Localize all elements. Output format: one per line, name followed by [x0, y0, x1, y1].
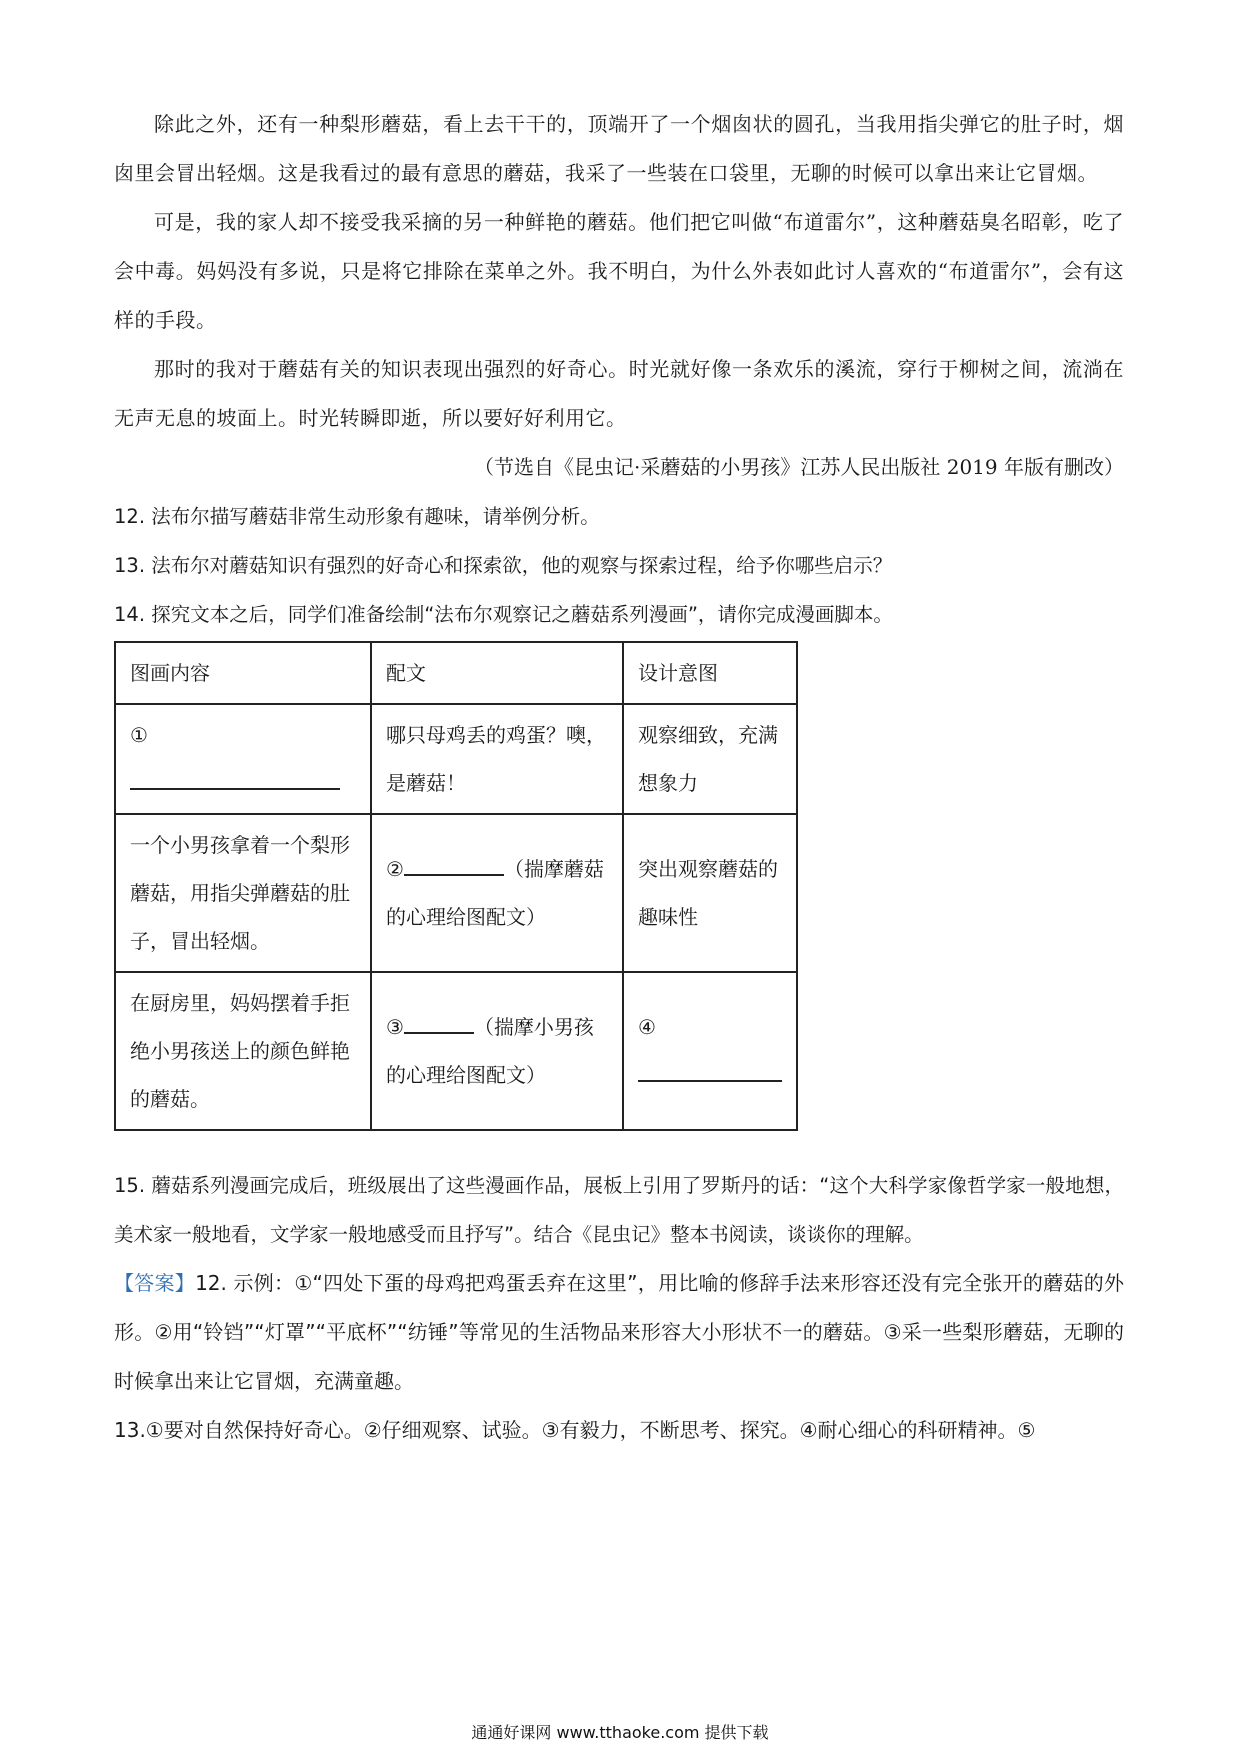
- cell-picture-2: 一个小男孩拿着一个梨形蘑菇，用指尖弹蘑菇的肚子，冒出轻烟。: [115, 814, 371, 972]
- fill-in-blank-3[interactable]: [404, 1010, 474, 1034]
- cell-picture-3: 在厨房里，妈妈摆着手拒绝小男孩送上的颜色鲜艳的蘑菇。: [115, 972, 371, 1130]
- answer-12-text: 12. 示例：①“四处下蛋的母鸡把鸡蛋丢弃在这里”，用比喻的修辞手法来形容还没有完全张开的蘑菇的外形。②用“铃铛”“灯罩”“平底杯”“纺锤”等常见的生活物品来形容大小形状不一的蘑菇。③采一些梨形蘑菇，无聊的时候拿出来让它冒烟，充满童趣。: [114, 1271, 1124, 1393]
- table-row: [115, 814, 797, 972]
- header-picture-content: 图画内容: [115, 642, 371, 704]
- blank-note: （揣摩蘑菇的心理给图配文）: [386, 857, 604, 929]
- fill-in-blank-4[interactable]: [638, 1058, 782, 1082]
- header-design-intent: 设计意图: [623, 642, 797, 704]
- table-row: [115, 972, 797, 1130]
- cell-intent-3: [623, 972, 797, 1130]
- comic-script-table: [114, 641, 798, 1131]
- cell-caption-2: [371, 814, 623, 972]
- blank-mark: ①: [130, 723, 148, 747]
- blank-mark: ④: [638, 1015, 656, 1039]
- question-12: 12. 法布尔描写蘑菇非常生动形象有趣味，请举例分析。: [114, 505, 600, 528]
- passage-paragraph-2: 可是，我的家人却不接受我采摘的另一种鲜艳的蘑菇。他们把它叫做“布道雷尔”，这种蘑菇臭名昭彰，吃了会中毒。妈妈没有多说，只是将它排除在菜单之外。我不明白，为什么外表如此讨人喜欢的“布道雷尔”，会有这样的手段。: [114, 210, 1124, 332]
- question-13: 13. 法布尔对蘑菇知识有强烈的好奇心和探索欲，他的观察与探索过程，给予你哪些启示？: [114, 554, 893, 577]
- cell-caption-1: 哪只母鸡丢的鸡蛋？噢，是蘑菇！: [371, 704, 623, 814]
- passage-paragraph-1: 除此之外，还有一种梨形蘑菇，看上去干干的，顶端开了一个烟囱状的圆孔，当我用指尖弹它的肚子时，烟囱里会冒出轻烟。这是我看过的最有意思的蘑菇，我采了一些装在口袋里，无聊的时候可以拿出来让它冒烟。: [114, 112, 1124, 185]
- fill-in-blank-2[interactable]: [404, 852, 504, 876]
- blank-mark: ③: [386, 1015, 404, 1039]
- fill-in-blank-1[interactable]: [130, 766, 340, 790]
- blank-mark: ②: [386, 857, 404, 881]
- question-14: 14. 探究文本之后，同学们准备绘制“法布尔观察记之蘑菇系列漫画”，请你完成漫画脚本。: [114, 603, 893, 626]
- passage-source: （节选自《昆虫记·采蘑菇的小男孩》江苏人民出版社 2019 年版有删改）: [474, 455, 1124, 479]
- table-header-row: [115, 642, 797, 704]
- page-footer: 通通好课网 www.tthaoke.com 提供下载: [471, 1723, 769, 1742]
- passage-paragraph-3: 那时的我对于蘑菇有关的知识表现出强烈的好奇心。时光就好像一条欢乐的溪流，穿行于柳树之间，流淌在无声无息的坡面上。时光转瞬即逝，所以要好好利用它。: [114, 357, 1124, 430]
- header-caption: 配文: [371, 642, 623, 704]
- cell-intent-2: 突出观察蘑菇的趣味性: [623, 814, 797, 972]
- blank-note: （揣摩小男孩的心理给图配文）: [386, 1015, 594, 1087]
- answer-13: 13.①要对自然保持好奇心。②仔细观察、试验。③有毅力，不断思考、探究。④耐心细心的科研精神。⑤: [114, 1418, 1036, 1442]
- cell-blank-1: [115, 704, 371, 814]
- question-15: 15. 蘑菇系列漫画完成后，班级展出了这些漫画作品，展板上引用了罗斯丹的话：“这个大科学家像哲学家一般地想，美术家一般地看，文学家一般地感受而且抒写”。结合《昆虫记》整本书阅读，谈谈你的理解。: [114, 1174, 1124, 1246]
- table-row: [115, 704, 797, 814]
- answer-12: [114, 1259, 1124, 1406]
- cell-caption-3: [371, 972, 623, 1130]
- document-page: [114, 100, 1124, 1455]
- answer-tag: 【答案】: [114, 1271, 196, 1295]
- cell-intent-1: 观察细致，充满想象力: [623, 704, 797, 814]
